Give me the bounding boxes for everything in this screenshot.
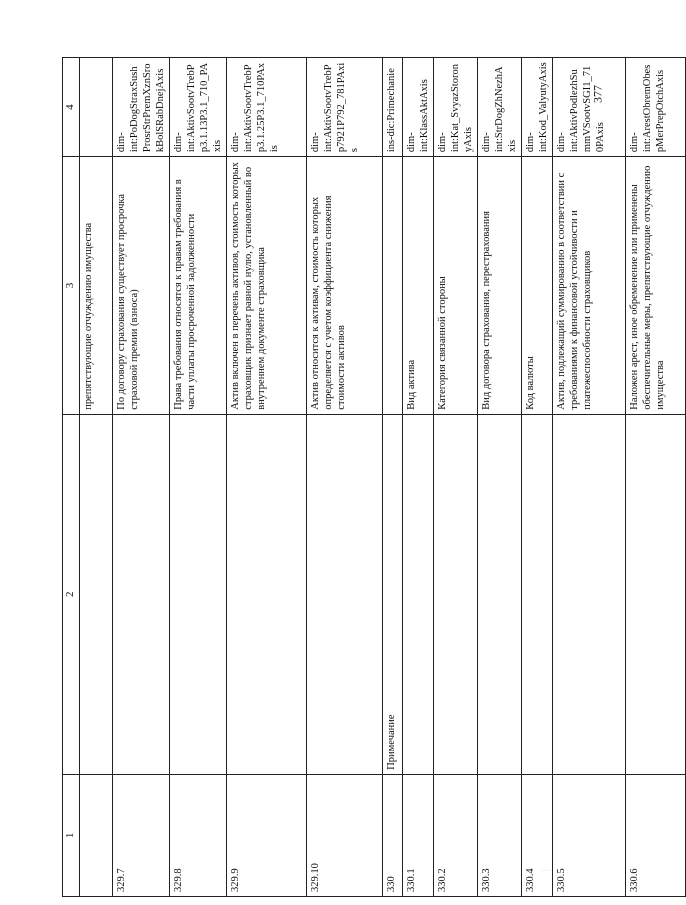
- row-element-cell: dim-int:StrDogZhNezhAxis: [478, 58, 522, 157]
- row-description-cell: Права требования относятся к правам требования в части уплаты просроченной задолженности: [170, 157, 227, 415]
- row-code-cell: 329.10: [307, 774, 383, 896]
- table-row: [478, 58, 522, 897]
- row-code-cell: [80, 774, 113, 896]
- column-header: 4: [63, 58, 80, 157]
- table-row: [403, 58, 434, 897]
- row-code-cell: 329.7: [113, 774, 170, 896]
- row-description-cell: Категория связанной стороны: [434, 157, 478, 415]
- row-description-cell: [383, 157, 403, 415]
- table-row: [553, 58, 626, 897]
- scan-artifact: · · ·: [541, 868, 550, 874]
- row-name-cell: [307, 414, 383, 774]
- page-number: 377: [590, 85, 605, 103]
- row-code-cell: 330.3: [478, 774, 522, 896]
- table-row: [522, 58, 553, 897]
- column-header: 1: [63, 774, 80, 896]
- table-row: [307, 58, 383, 897]
- row-code-cell: 329.8: [170, 774, 227, 896]
- row-description-cell: препятствующие отчуждению имущества: [80, 157, 113, 415]
- row-element-cell: dim-int:KlassAktAxis: [403, 58, 434, 157]
- row-description-cell: Вид актива: [403, 157, 434, 415]
- table-header-row: [63, 58, 80, 897]
- table-row: [383, 58, 403, 897]
- row-element-cell: dim-int:PoDogStraxSushProsrStrPremXznSrokBolSRabDnejAxis: [113, 58, 170, 157]
- row-name-cell: [522, 414, 553, 774]
- column-header: 3: [63, 157, 80, 415]
- row-name-cell: [553, 414, 626, 774]
- table-row: [113, 58, 170, 897]
- row-code-cell: 330: [383, 774, 403, 896]
- row-code-cell: 330.4: [522, 774, 553, 896]
- row-name-cell: [626, 414, 686, 774]
- row-description-cell: Вид договора страхования, перестрахования: [478, 157, 522, 415]
- table-row: [626, 58, 686, 897]
- row-name-cell: [403, 414, 434, 774]
- row-element-cell: dim-int:Kod_ValyutyAxis: [522, 58, 553, 157]
- row-description-cell: Код валюты: [522, 157, 553, 415]
- row-element-cell: [80, 58, 113, 157]
- row-description-cell: По договору страхования существует просрочка страховой премии (взноса): [113, 157, 170, 415]
- row-description-cell: Актив, подлежащий суммированию в соответствии с требованиями к финансовой устойчивости и платежеспособности страховщиков: [553, 157, 626, 415]
- table-row: [227, 58, 307, 897]
- row-element-cell: dim-int:ArestObremObespMerPrepOtchAxis: [626, 58, 686, 157]
- row-name-cell: [478, 414, 522, 774]
- row-name-cell: [434, 414, 478, 774]
- row-name-cell: [113, 414, 170, 774]
- column-header: 2: [63, 414, 80, 774]
- row-name-cell: [227, 414, 307, 774]
- table-row: [434, 58, 478, 897]
- row-element-cell: ins-dic:Primechanie: [383, 58, 403, 157]
- row-code-cell: 330.5: [553, 774, 626, 896]
- row-code-cell: 330.2: [434, 774, 478, 896]
- row-element-cell: dim-int:Kat_SvyazStoronyAxis: [434, 58, 478, 157]
- row-element-cell: dim-int:AktivSootvTrebPp3.1.25P3.1_710PAxis: [227, 58, 307, 157]
- document-table: [62, 57, 686, 897]
- row-name-cell: Примечание: [383, 414, 403, 774]
- row-name-cell: [80, 414, 113, 774]
- row-code-cell: 330.1: [403, 774, 434, 896]
- row-element-cell: dim-int:AktivSootvTrebPp7921P792_781PAxis: [307, 58, 383, 157]
- table-row: [80, 58, 113, 897]
- row-element-cell: dim-int:AktivPodlezhSummVSootvSGI1_710PAxis: [553, 58, 626, 157]
- table-row: [170, 58, 227, 897]
- row-description-cell: Актив относится к активам, стоимость которых определяется с учетом коэффициента снижения стоимости активов: [307, 157, 383, 415]
- row-code-cell: 329.9: [227, 774, 307, 896]
- row-element-cell: dim-int:AktivSootvTrebPp3.1.13P3.1_710_PAxis: [170, 58, 227, 157]
- row-name-cell: [170, 414, 227, 774]
- row-code-cell: 330.6: [626, 774, 686, 896]
- row-description-cell: Актив включен в перечень активов, стоимость которых страховщик признает равной нулю, установленный во внутреннем документе страховщика: [227, 157, 307, 415]
- row-description-cell: Наложен арест, иное обременение или применены обеспечительные меры, препятствующие отчуждению имущества: [626, 157, 686, 415]
